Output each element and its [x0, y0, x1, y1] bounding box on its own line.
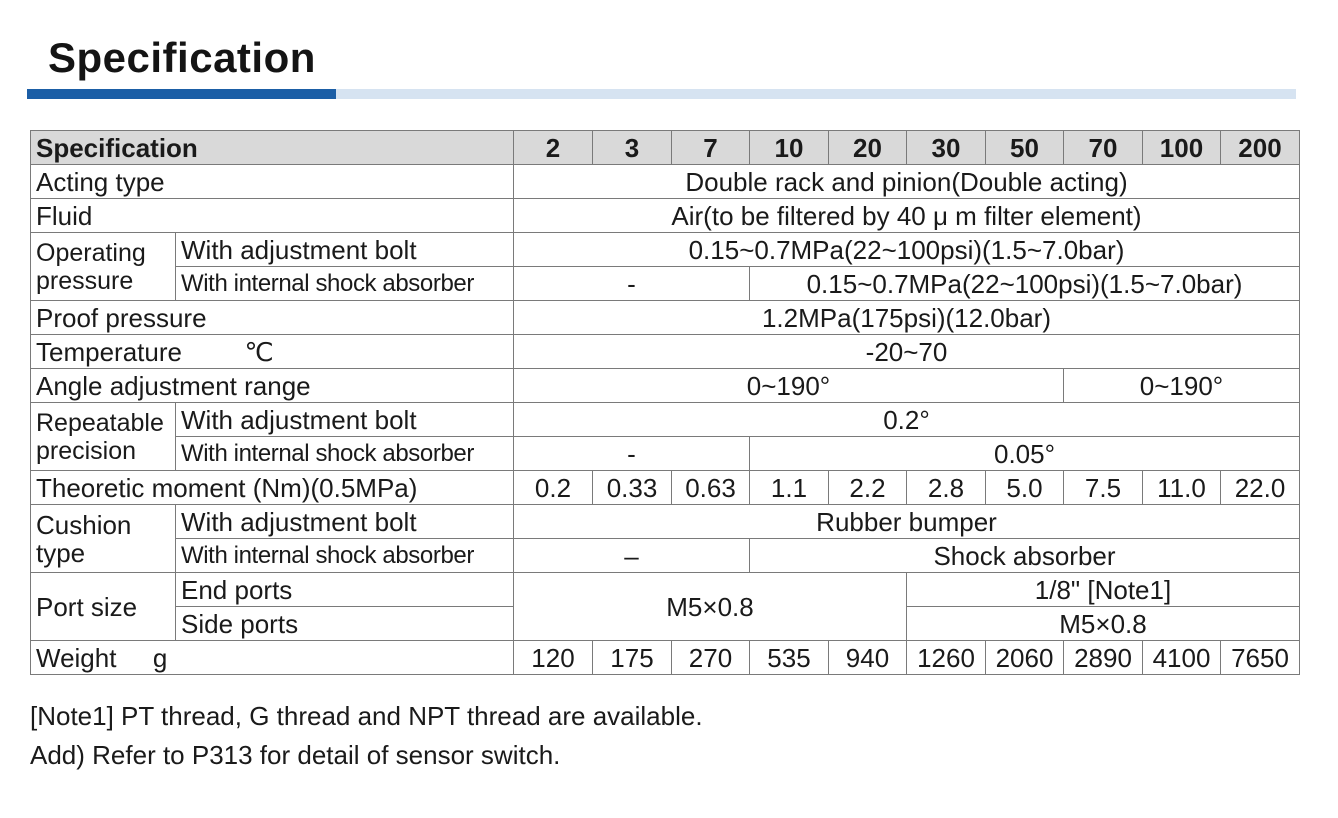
operating-pressure-label-line2: pressure — [36, 266, 134, 295]
temperature-unit: ℃ — [244, 336, 274, 367]
cushion-type-label — [31, 505, 176, 573]
size-header: 30 — [907, 131, 986, 165]
weight-label-cell — [31, 641, 514, 675]
title-underline-accent — [27, 89, 336, 99]
weight-value: 120 — [514, 641, 593, 675]
end-ports-value-large: 1/8" [Note1] — [907, 573, 1300, 607]
weight-value: 940 — [829, 641, 907, 675]
end-ports-label: End ports — [176, 573, 514, 607]
cushion-type-label-line2: type — [36, 537, 86, 568]
port-size-small-value: M5×0.8 — [514, 573, 907, 641]
moment-value: 7.5 — [1064, 471, 1143, 505]
size-header: 70 — [1064, 131, 1143, 165]
angle-adjustment-value-large: 0~190° — [1064, 369, 1300, 403]
temperature-label-cell — [31, 335, 514, 369]
table-row — [31, 301, 1300, 335]
moment-value: 11.0 — [1143, 471, 1221, 505]
acting-type-value: Double rack and pinion(Double acting) — [514, 165, 1300, 199]
table-header-row — [31, 131, 1300, 165]
operating-pressure-label — [31, 233, 176, 301]
cushion-type-shock-label: With internal shock absorber — [176, 539, 514, 573]
table-row — [31, 437, 1300, 471]
table-row — [31, 573, 1300, 607]
temperature-value: -20~70 — [514, 335, 1300, 369]
note-thread-types: [Note1] PT thread, G thread and NPT thread are available. — [30, 701, 703, 731]
weight-value: 535 — [750, 641, 829, 675]
repeatable-precision-shock-value: 0.05° — [750, 437, 1300, 471]
cushion-type-shock-value: Shock absorber — [750, 539, 1300, 573]
temperature-label: Temperature — [36, 336, 182, 367]
table-row — [31, 505, 1300, 539]
table-row — [31, 233, 1300, 267]
size-header: 20 — [829, 131, 907, 165]
size-header: 3 — [593, 131, 672, 165]
weight-value: 2060 — [986, 641, 1064, 675]
table-row — [31, 267, 1300, 301]
angle-adjustment-value-small: 0~190° — [514, 369, 1064, 403]
side-ports-value-large: M5×0.8 — [907, 607, 1300, 641]
weight-value: 270 — [672, 641, 750, 675]
repeatable-precision-adj-label: With adjustment bolt — [176, 403, 514, 437]
table-row — [31, 335, 1300, 369]
operating-pressure-adj-value: 0.15~0.7MPa(22~100psi)(1.5~7.0bar) — [514, 233, 1300, 267]
size-header: 200 — [1221, 131, 1300, 165]
specification-table — [30, 130, 1300, 675]
acting-type-label: Acting type — [31, 165, 514, 199]
table-row — [31, 165, 1300, 199]
proof-pressure-value: 1.2MPa(175psi)(12.0bar) — [514, 301, 1300, 335]
cushion-type-adj-value: Rubber bumper — [514, 505, 1300, 539]
size-header: 100 — [1143, 131, 1221, 165]
moment-value: 2.8 — [907, 471, 986, 505]
moment-value: 5.0 — [986, 471, 1064, 505]
cushion-type-shock-value-small: – — [514, 539, 750, 573]
page-title: Specification — [48, 34, 316, 81]
title-underline-light — [336, 89, 1296, 99]
table-row — [31, 369, 1300, 403]
size-header: 10 — [750, 131, 829, 165]
weight-value: 4100 — [1143, 641, 1221, 675]
weight-value: 7650 — [1221, 641, 1300, 675]
moment-value: 2.2 — [829, 471, 907, 505]
theoretic-moment-label: Theoretic moment (Nm)(0.5MPa) — [31, 471, 514, 505]
weight-unit: g — [152, 642, 168, 673]
size-header: 7 — [672, 131, 750, 165]
weight-value: 1260 — [907, 641, 986, 675]
weight-label: Weight — [36, 642, 117, 673]
table-row — [31, 199, 1300, 233]
proof-pressure-label: Proof pressure — [31, 301, 514, 335]
moment-value: 1.1 — [750, 471, 829, 505]
weight-value: 2890 — [1064, 641, 1143, 675]
operating-pressure-shock-value: 0.15~0.7MPa(22~100psi)(1.5~7.0bar) — [750, 267, 1300, 301]
header-label: Specification — [31, 131, 514, 165]
operating-pressure-adj-label: With adjustment bolt — [176, 233, 514, 267]
repeatable-precision-label-line1: Repeatable — [36, 408, 164, 437]
repeatable-precision-label-line2: precision — [36, 436, 137, 465]
table-row — [31, 403, 1300, 437]
repeatable-precision-shock-value-small: - — [514, 437, 750, 471]
fluid-value: Air(to be filtered by 40 μ m filter element) — [514, 199, 1300, 233]
moment-value: 0.2 — [514, 471, 593, 505]
note-sensor-switch: Add) Refer to P313 for detail of sensor switch. — [30, 740, 561, 770]
table-row — [31, 539, 1300, 573]
operating-pressure-label-line1: Operating — [36, 238, 146, 267]
table-row — [31, 471, 1300, 505]
cushion-type-label-line1: Cushion — [36, 509, 132, 540]
size-header: 50 — [986, 131, 1064, 165]
cushion-type-adj-label: With adjustment bolt — [176, 505, 514, 539]
moment-value: 22.0 — [1221, 471, 1300, 505]
fluid-label: Fluid — [31, 199, 514, 233]
repeatable-precision-label — [31, 403, 176, 471]
port-size-label: Port size — [31, 573, 176, 641]
side-ports-label: Side ports — [176, 607, 514, 641]
operating-pressure-shock-label: With internal shock absorber — [176, 267, 514, 301]
operating-pressure-shock-value-small: - — [514, 267, 750, 301]
angle-adjustment-label: Angle adjustment range — [31, 369, 514, 403]
moment-value: 0.33 — [593, 471, 672, 505]
repeatable-precision-shock-label: With internal shock absorber — [176, 437, 514, 471]
weight-value: 175 — [593, 641, 672, 675]
size-header: 2 — [514, 131, 593, 165]
moment-value: 0.63 — [672, 471, 750, 505]
table-row — [31, 641, 1300, 675]
repeatable-precision-adj-value: 0.2° — [514, 403, 1300, 437]
